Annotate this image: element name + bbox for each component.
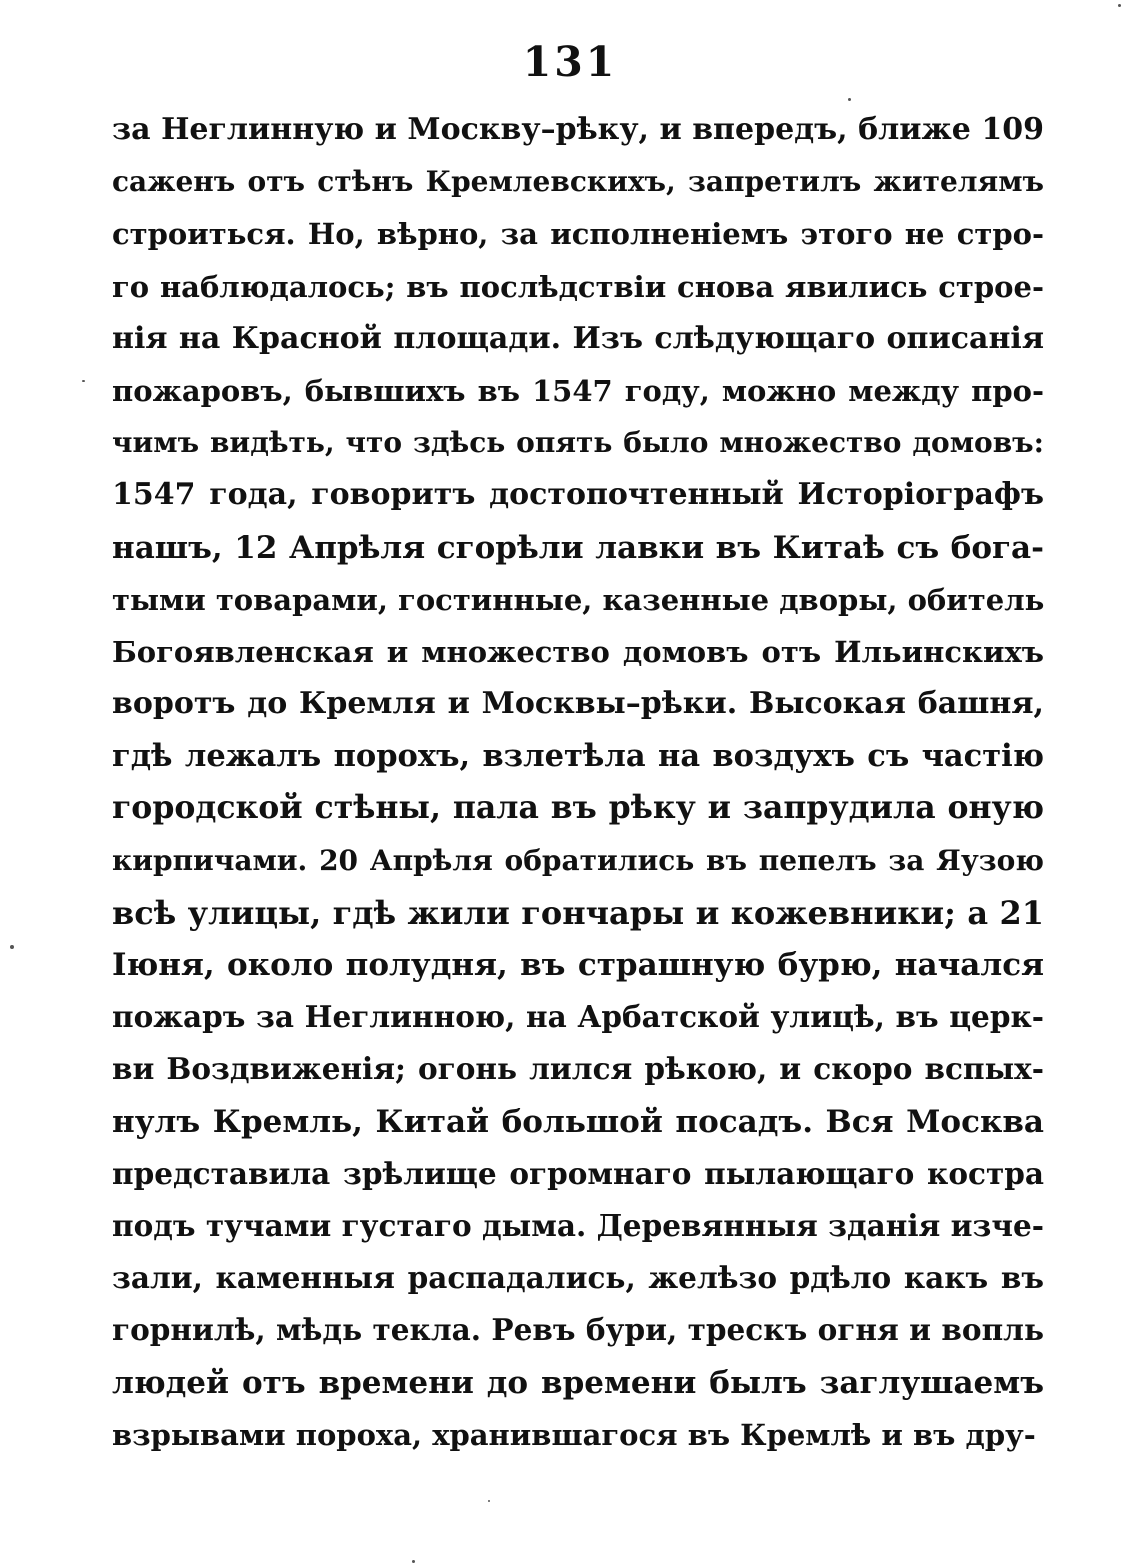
scan-speck [412, 1560, 415, 1563]
text-line: 1547 года, говоритъ достопочтенный Исторіографъ [112, 477, 1044, 513]
scan-speck [82, 380, 85, 382]
text-line: горнилѣ, мѣдь текла. Ревъ бури, трескъ огня и вопль [112, 1312, 1044, 1348]
text-line: строиться. Но, вѣрно, за исполненіемъ этого не стро- [112, 217, 1044, 252]
page-number: 131 [522, 38, 618, 86]
text-line: зали, каменныя распадались, желѣзо рдѣло какъ въ [112, 1260, 1044, 1296]
scan-speck [10, 945, 14, 949]
scan-speck [1118, 4, 1121, 7]
text-line: нулъ Кремль, Китай большой посадъ. Вся Москва [112, 1103, 1044, 1140]
text-line: гдѣ лежалъ порохъ, взлетѣла на воздухъ съ частію [112, 738, 1044, 775]
text-line: за Неглинную и Москву–рѣку, и впередъ, ближе 109 [112, 112, 1044, 147]
text-line: тыми товарами, гостинные, казенные дворы, обитель [112, 582, 1045, 617]
text-line: Іюня, около полудня, въ страшную бурю, начался [112, 947, 1044, 983]
text-line: городской стѣны, пала въ рѣку и запрудила оную [112, 789, 1044, 827]
text-line: нія на Красной площади. Изъ слѣдующаго описанія [112, 320, 1044, 356]
text-line: подъ тучами густаго дыма. Деревянныя зданія изче- [112, 1207, 1044, 1243]
text-line: нашъ, 12 Апрѣля сгорѣли лавки въ Китаѣ съ бога- [112, 529, 1044, 566]
text-line: саженъ отъ стѣнъ Кремлевскихъ, запретилъ жителямъ [112, 165, 1044, 199]
text-line: го наблюдалось; въ послѣдствіи снова явились строе- [112, 269, 1044, 304]
text-line: ви Воздвиженія; огонь лился рѣкою, и скоро вспых- [112, 1051, 1044, 1087]
text-line: представила зрѣлище огромнаго пылающаго костра [112, 1155, 1044, 1191]
text-line: людей отъ времени до времени былъ заглушаемъ [112, 1364, 1044, 1401]
text-line: чимъ видѣть, что здѣсь опять было множество домовъ: [112, 426, 1044, 460]
text-line: пожаровъ, бывшихъ въ 1547 году, можно между про- [112, 373, 1044, 408]
text-line: всѣ улицы, гдѣ жили гончары и кожевники; а 21 [112, 893, 1044, 932]
text-line: взрывами пороха, хранившагося въ Кремлѣ и въ дру- [112, 1417, 1036, 1452]
body-text [112, 104, 1044, 1461]
text-line: кирпичами. 20 Апрѣля обратились въ пепелъ за Яузою [112, 843, 1044, 877]
text-line: пожаръ за Неглинною, на Арбатской улицѣ, въ церк- [112, 999, 1044, 1035]
scan-speck [848, 98, 851, 101]
text-line: Богоявленская и множество домовъ отъ Ильинскихъ [112, 634, 1044, 669]
scan-speck [488, 1500, 490, 1502]
text-line: воротъ до Кремля и Москвы–рѣки. Высокая башня, [112, 686, 1044, 722]
